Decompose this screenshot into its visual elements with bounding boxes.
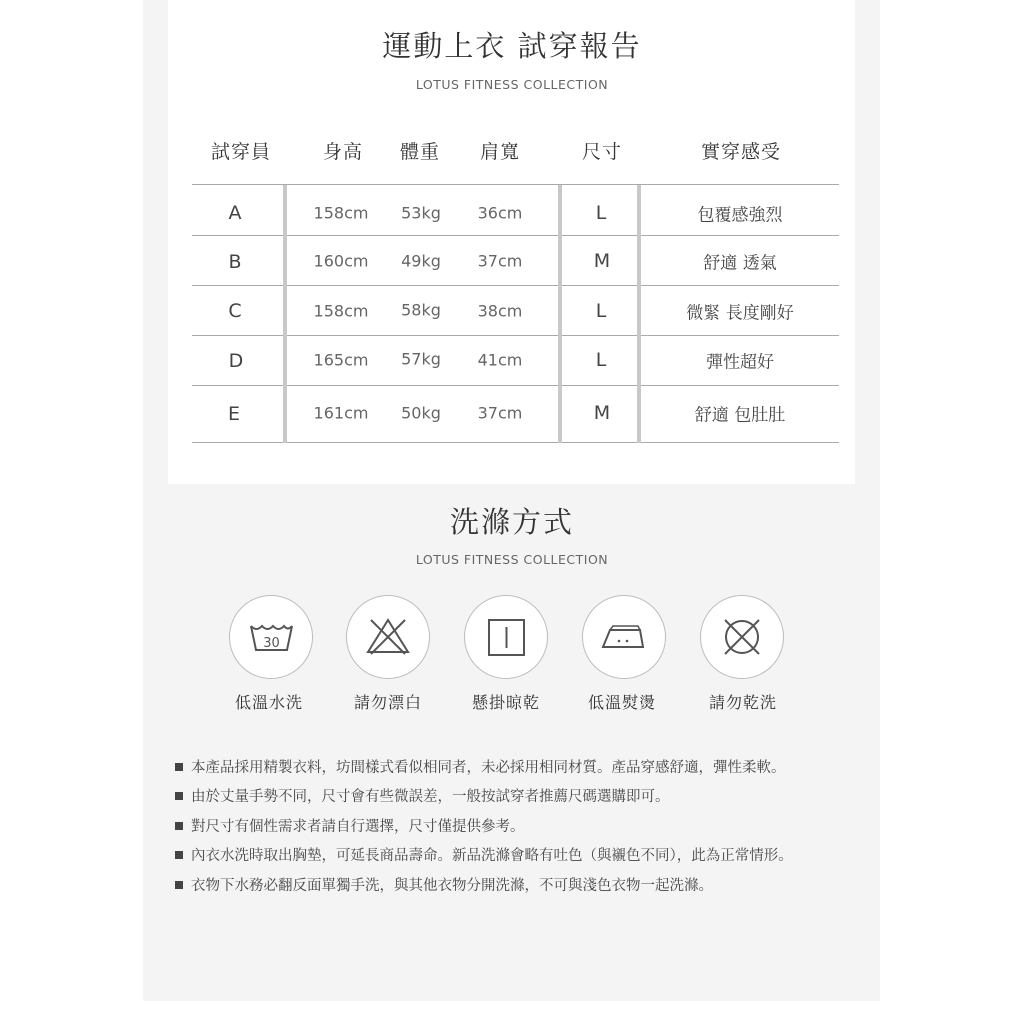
row-d-weight: 57kg: [401, 349, 441, 369]
icon-label-bleach: 請勿漂白: [353, 693, 423, 712]
fit-report-subtitle: LOTUS FITNESS COLLECTION: [415, 77, 609, 92]
row-d-height: 165cm: [313, 350, 369, 370]
column-divider: [558, 185, 562, 443]
row-b-id: B: [228, 251, 242, 273]
row-e-size: M: [593, 402, 611, 424]
bullet-icon: [175, 792, 183, 800]
header-shoulder: 肩寬: [479, 141, 521, 163]
hang-dry-icon: [464, 595, 548, 679]
table-divider: [192, 385, 839, 386]
row-a-size: L: [595, 202, 607, 224]
row-c-feel: 微緊 長度剛好: [686, 303, 794, 324]
row-e-height: 161cm: [313, 403, 369, 423]
row-a-feel: 包覆感強烈: [697, 205, 783, 226]
row-e-shoulder: 37cm: [477, 403, 523, 423]
row-c-size: L: [595, 300, 607, 322]
row-d-shoulder: 41cm: [477, 350, 523, 370]
icon-label-iron: 低溫熨燙: [587, 693, 657, 712]
row-b-weight: 49kg: [401, 251, 441, 271]
row-c-shoulder: 38cm: [477, 301, 523, 321]
bullet-icon: [175, 763, 183, 771]
row-c-height: 158cm: [313, 301, 369, 321]
row-c-weight: 58kg: [401, 300, 441, 320]
row-b-size: M: [593, 250, 611, 272]
row-e-id: E: [227, 403, 241, 425]
header-tester: 試穿員: [210, 141, 272, 163]
row-a-shoulder: 36cm: [477, 203, 523, 223]
note-item: 對尺寸有個性需求者請自行選擇，尺寸僅提供參考。: [175, 815, 525, 836]
row-e-feel: 舒適 包肚肚: [694, 405, 786, 426]
row-a-id: A: [228, 202, 242, 224]
wash-subtitle: LOTUS FITNESS COLLECTION: [415, 552, 609, 567]
table-divider: [192, 235, 839, 236]
row-a-height: 158cm: [313, 203, 369, 223]
note-item: 內衣水洗時取出胸墊，可延長商品壽命。新品洗滌會略有吐色（與襯色不同），此為正常情形。: [175, 844, 793, 865]
no-tumble-dry-icon: [700, 595, 784, 679]
low-iron-icon: [582, 595, 666, 679]
svg-text:30: 30: [263, 636, 280, 651]
row-a-weight: 53kg: [401, 203, 441, 223]
note-item: 本產品採用精製衣料，坊間樣式看似相同者，未必採用相同材質。產品穿感舒適，彈性柔軟。: [175, 756, 786, 777]
header-size: 尺寸: [581, 141, 623, 163]
icon-label-tumble: 請勿乾洗: [708, 693, 778, 712]
wash-30-icon: [229, 595, 313, 679]
table-divider: [192, 335, 839, 336]
bullet-icon: [175, 851, 183, 859]
icon-label-wash: 低溫水洗: [234, 693, 304, 712]
header-height: 身高: [322, 141, 364, 163]
note-item: 衣物下水務必翻反面單獨手洗，與其他衣物分開洗滌，不可與淺色衣物一起洗滌。: [175, 874, 713, 895]
column-divider: [637, 185, 641, 443]
fit-report-title: 運動上衣 試穿報告: [382, 29, 642, 63]
no-bleach-icon: [346, 595, 430, 679]
table-divider: [192, 184, 839, 185]
note-item: 由於丈量手勢不同，尺寸會有些微誤差，一般按試穿者推薦尺碼選購即可。: [175, 785, 670, 806]
header-feel: 實穿感受: [700, 141, 782, 163]
table-divider: [192, 442, 839, 443]
row-d-size: L: [595, 349, 607, 371]
row-b-feel: 舒適 透氣: [703, 253, 777, 274]
header-weight: 體重: [399, 141, 441, 163]
column-divider: [283, 185, 287, 443]
row-e-weight: 50kg: [401, 403, 441, 423]
icon-label-dry: 懸掛晾乾: [471, 693, 541, 712]
row-d-feel: 彈性超好: [706, 352, 774, 373]
bullet-icon: [175, 881, 183, 889]
wash-title: 洗滌方式: [449, 505, 574, 539]
table-divider: [192, 285, 839, 286]
bullet-icon: [175, 822, 183, 830]
row-d-id: D: [228, 350, 244, 372]
row-b-shoulder: 37cm: [477, 251, 523, 271]
row-c-id: C: [228, 300, 242, 322]
row-b-height: 160cm: [313, 251, 369, 271]
